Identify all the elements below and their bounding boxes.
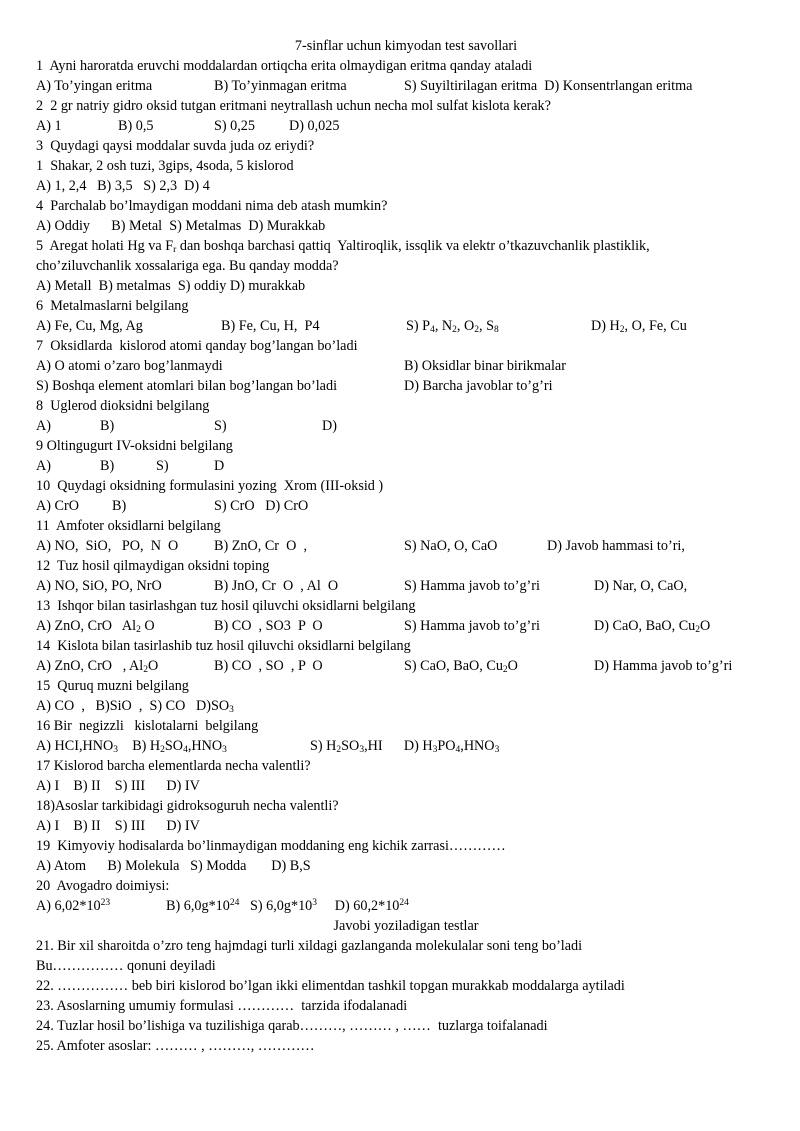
answer-option	[214, 116, 255, 136]
text-run: A) 1, 2,4 B) 3,5 S) 2,3 D) 4	[36, 178, 210, 194]
question-text	[36, 756, 776, 776]
subscript: 4	[183, 745, 188, 755]
answer-option	[36, 376, 337, 396]
text-run: S) NaO, O, CaO	[404, 538, 498, 554]
answer-option	[214, 536, 307, 556]
answer-options	[36, 736, 776, 756]
answer-option	[591, 316, 687, 336]
answer-option	[404, 576, 540, 596]
text-run: S) Hamma javob to’g’ri	[404, 578, 540, 594]
text-run: , O	[456, 318, 475, 334]
text-run: 24. Tuzlar hosil bo’lishiga va tuzilishiga qarab………, ……… , …… tuzlarga toifalanadi	[36, 1018, 548, 1034]
answer-options	[36, 896, 776, 916]
text-run: B)	[100, 458, 115, 474]
text-run: D) Nar, O, CaO,	[594, 578, 688, 594]
question-text	[36, 936, 776, 956]
text-run: A) I B) II S) III D) IV	[36, 818, 200, 834]
text-run: B) H	[118, 738, 161, 754]
subscript: 2	[160, 745, 165, 755]
subscript: 2	[136, 625, 141, 635]
answer-option	[214, 496, 308, 516]
answer-options	[36, 216, 776, 236]
answer-options	[36, 356, 776, 376]
text-run: 2 2 gr natriy gidro oksid tutgan eritmani neytrallash uchun necha mol sulfat kislota kerak?	[36, 98, 551, 114]
text-run: D)	[322, 418, 337, 434]
text-run: ,HNO	[460, 738, 495, 754]
answer-option	[214, 656, 323, 676]
answer-option	[310, 736, 499, 756]
text-run: O	[147, 658, 159, 674]
text-run: A)	[36, 418, 51, 434]
answer-options	[36, 76, 776, 96]
text-run: A) 6,02*10	[36, 898, 101, 914]
text-run: A) CrO	[36, 498, 79, 514]
question-text	[36, 1036, 776, 1056]
question-text	[36, 1016, 776, 1036]
answer-option	[156, 456, 169, 476]
answer-option	[36, 416, 51, 436]
text-run: PO	[437, 738, 456, 754]
text-run: A) NO, SiO, PO, N O	[36, 538, 179, 554]
question-text	[36, 256, 776, 276]
section-subtitle: Javobi yoziladigan testlar	[333, 918, 479, 934]
question-text	[36, 136, 776, 156]
subscript: 2	[619, 325, 625, 335]
answer-option	[594, 616, 710, 636]
question-text	[36, 156, 776, 176]
question-text	[36, 836, 776, 856]
answer-option	[214, 76, 347, 96]
question-text	[36, 716, 776, 736]
text-run: 16 Bir negizzli kislotalarni belgilang	[36, 718, 259, 734]
superscript: 24	[399, 898, 409, 908]
answer-options	[36, 456, 776, 476]
answer-options	[36, 656, 776, 676]
answer-option	[547, 536, 685, 556]
answer-option	[404, 656, 518, 676]
text-run: D) CaO, BaO, Cu	[594, 618, 696, 634]
text-run: D	[214, 458, 225, 474]
subscript: 2	[502, 665, 508, 675]
answer-options	[36, 376, 776, 396]
text-run: B) Fe, Cu, H, P4	[221, 318, 320, 334]
answer-option	[36, 576, 162, 596]
question-text	[36, 196, 776, 216]
text-run: B) CO , SO , P O	[214, 658, 323, 674]
subscript: 2	[474, 325, 479, 335]
answer-option	[166, 896, 409, 916]
answer-options	[36, 416, 776, 436]
answer-options	[36, 176, 776, 196]
text-run: A) I B) II S) III D) IV	[36, 778, 200, 794]
answer-options	[36, 276, 776, 296]
subscript: 3	[229, 705, 234, 715]
text-run: 19 Kimyoviy hodisalarda bo’linmaydigan moddaning eng kichik zarrasi…………	[36, 838, 506, 854]
answer-option	[100, 456, 114, 476]
question-list	[36, 56, 776, 1056]
text-run: 22. …………… beb biri kislorod bo’lgan ikki elimentdan tashkil topgan murakkab moddalarga aytiladi	[36, 978, 625, 994]
text-run: Bu…………… qonuni deyiladi	[36, 958, 216, 974]
answer-option	[36, 896, 110, 916]
text-run: S) H	[310, 738, 337, 754]
answer-options	[36, 696, 776, 716]
text-run: 1 Shakar, 2 osh tuzi, 3gips, 4soda, 5 kislorod	[36, 158, 294, 174]
text-run: 21. Bir xil sharoitda o’zro teng hajmdagi turli xildagi gazlanganda molekulalar soni teng bo’ladi	[36, 938, 583, 954]
question-text	[36, 436, 776, 456]
text-run: 1 Ayni haroratda eruvchi moddalardan ortiqcha erita olmaydigan eritma qanday ataladi	[36, 58, 533, 74]
text-run: D) Hamma javob to’g’ri	[594, 658, 733, 674]
text-run: A) Atom B) Molekula S) Modda D) B,S	[36, 858, 311, 874]
text-run: A) O atomi o’zaro bog’lanmaydi	[36, 358, 223, 374]
superscript: 24	[229, 898, 240, 908]
text-run: D) 0,025	[289, 118, 340, 134]
text-run: , O, Fe, Cu	[624, 318, 687, 334]
question-text	[36, 96, 776, 116]
answer-option	[36, 536, 178, 556]
answer-option	[594, 656, 732, 676]
text-run: O	[140, 618, 155, 634]
text-run: S) CrO D) CrO	[214, 498, 309, 514]
answer-option	[36, 456, 51, 476]
text-run: 9 Oltingugurt IV-oksidni belgilang	[36, 438, 233, 454]
text-run: 6 Metalmaslarni belgilang	[36, 298, 189, 314]
text-run: 3 Quydagi qaysi moddalar suvda juda oz eriydi?	[36, 138, 315, 154]
answer-option	[214, 616, 323, 636]
answer-option	[214, 416, 227, 436]
answer-option	[36, 616, 155, 636]
text-run: B) Oksidlar binar birikmalar	[404, 358, 566, 374]
subscript: 3	[113, 745, 118, 755]
text-run: ,HI D) H	[364, 738, 433, 754]
text-run: 10 Quydagi oksidning formulasini yozing Xrom (III-oksid )	[36, 478, 384, 494]
text-run: A) ZnO, CrO , Al	[36, 658, 144, 674]
text-run: 7 Oksidlarda kislorod atomi qanday bog’langan bo’ladi	[36, 338, 358, 354]
answer-options	[36, 616, 776, 636]
text-run: A) Metall B) metalmas S) oddiy D) murakkab	[36, 278, 306, 294]
text-run: 14 Kislota bilan tasirlashib tuz hosil qiluvchi oksidlarni belgilang	[36, 638, 411, 654]
subscript: 3	[432, 745, 438, 755]
answer-options	[36, 576, 776, 596]
answer-option	[404, 376, 553, 396]
answer-options	[36, 316, 776, 336]
text-run: 8 Uglerod dioksidni belgilang	[36, 398, 210, 414]
subscript: 3	[494, 745, 500, 755]
text-run: S) Hamma javob to’g’ri	[404, 618, 540, 634]
text-run: 4 Parchalab bo’lmaydigan moddani nima deb atash mumkin?	[36, 198, 388, 214]
text-run: B) JnO, Cr O , Al O	[214, 578, 339, 594]
text-run: O	[507, 658, 518, 674]
text-run: A) Fe, Cu, Mg, Ag	[36, 318, 143, 334]
text-run: SO	[341, 738, 360, 754]
text-run: A) NO, SiO, PO, NrO	[36, 578, 162, 594]
superscript: 3	[312, 898, 318, 908]
question-text	[36, 876, 776, 896]
text-run: A)	[36, 458, 51, 474]
text-run: S) 0,25	[214, 118, 255, 134]
text-run: S) P	[406, 318, 431, 334]
text-run: B) ZnO, Cr O ,	[214, 538, 308, 554]
question-text	[36, 596, 776, 616]
text-run: 13 Ishqor bilan tasirlashgan tuz hosil qiluvchi oksidlarni belgilang	[36, 598, 416, 614]
subscript: 3	[359, 745, 365, 755]
text-run: A) CO , B)SiO , S) CO D)SO	[36, 698, 230, 714]
answer-option	[221, 316, 320, 336]
text-run: S)	[214, 418, 227, 434]
question-text	[36, 976, 776, 996]
text-run: 5 Aregat holati Hg va F	[36, 238, 174, 254]
answer-option	[289, 116, 339, 136]
answer-options	[36, 116, 776, 136]
subscript: 4	[430, 325, 435, 335]
text-run: B) To’yinmagan eritma	[214, 78, 347, 94]
answer-options	[36, 856, 776, 876]
text-run: B) 0,5	[118, 118, 154, 134]
superscript: 23	[100, 898, 111, 908]
text-run: D) H	[591, 318, 620, 334]
subscript: 2	[336, 745, 342, 755]
answer-options	[36, 776, 776, 796]
question-text	[36, 996, 776, 1016]
question-text	[36, 676, 776, 696]
question-text	[36, 636, 776, 656]
subscript: 2	[695, 625, 701, 635]
answer-option	[36, 116, 62, 136]
subscript: 4	[455, 745, 461, 755]
text-run: 12 Tuz hosil qilmaydigan oksidni toping	[36, 558, 270, 574]
answer-option	[100, 416, 114, 436]
answer-option	[404, 616, 540, 636]
question-text	[36, 336, 776, 356]
text-run: 25. Amfoter asoslar: ……… , ………, …………	[36, 1038, 315, 1054]
text-run: SO	[164, 738, 184, 754]
text-run: 15 Quruq muzni belgilang	[36, 678, 189, 694]
text-run: 23. Asoslarning umumiy formulasi ………… tarzida ifodalanadi	[36, 998, 408, 1014]
text-run: B) CO , SO3 P O	[214, 618, 323, 634]
answer-option	[214, 576, 338, 596]
answer-option	[36, 356, 223, 376]
text-run: S) Boshqa element atomlari bilan bog’langan bo’ladi	[36, 378, 338, 394]
answer-option	[594, 576, 687, 596]
text-run: S)	[156, 458, 169, 474]
text-run: S) CaO, BaO, Cu	[404, 658, 503, 674]
text-run: A) Oddiy B) Metal S) Metalmas D) Murakkab	[36, 218, 326, 234]
text-run: 20 Avogadro doimiysi:	[36, 878, 170, 894]
answer-option	[404, 536, 497, 556]
question-text	[36, 476, 776, 496]
answer-option	[404, 76, 692, 96]
question-text	[36, 556, 776, 576]
question-text	[36, 396, 776, 416]
subscript: 3	[222, 745, 227, 755]
question-text	[36, 296, 776, 316]
text-run: 17 Kislorod barcha elementlarda necha valentli?	[36, 758, 311, 774]
subscript: 2	[143, 665, 148, 675]
test-document	[36, 36, 776, 1056]
text-run: D) Javob hammasi to’ri,	[547, 538, 685, 554]
answer-options	[36, 536, 776, 556]
text-run: B) 6,0g*10	[166, 898, 230, 914]
question-text	[36, 796, 776, 816]
text-run: S) Suyiltirilagan eritma D) Konsentrlangan eritma	[404, 78, 693, 94]
text-run: A) 1	[36, 118, 62, 134]
answer-option	[36, 656, 158, 676]
answer-options	[36, 496, 776, 516]
text-run: ,HNO	[187, 738, 223, 754]
answer-option	[404, 356, 566, 376]
text-run: dan boshqa barchasi qattiq Yaltiroqlik, issqlik va elektr o’tkazuvchanlik plastiklik,	[176, 238, 650, 254]
answer-option	[36, 496, 79, 516]
text-run: A) HCI,HNO	[36, 738, 114, 754]
question-text	[36, 516, 776, 536]
document-title: 7-sinflar uchun kimyodan test savollari	[294, 38, 518, 54]
answer-option	[36, 736, 227, 756]
text-run: B)	[100, 418, 115, 434]
text-run: 11 Amfoter oksidlarni belgilang	[36, 518, 221, 534]
text-run: A) ZnO, CrO Al	[36, 618, 137, 634]
text-run: B)	[112, 498, 127, 514]
text-run: cho’ziluvchanlik xossalariga ega. Bu qanday modda?	[36, 258, 339, 274]
answer-option	[36, 76, 152, 96]
answer-option	[36, 316, 143, 336]
text-run: D) Barcha javoblar to’g’ri	[404, 378, 553, 394]
subscript: 8	[493, 325, 499, 335]
text-run: A) To’yingan eritma	[36, 78, 153, 94]
question-text	[36, 236, 776, 256]
answer-option	[406, 316, 499, 336]
answer-options	[36, 816, 776, 836]
answer-option	[118, 116, 153, 136]
question-text	[36, 956, 776, 976]
text-run: 18)Asoslar tarkibidagi gidroksoguruh necha valentli?	[36, 798, 339, 814]
subscript: r	[173, 245, 177, 255]
subscript: 2	[452, 325, 457, 335]
answer-option	[112, 496, 126, 516]
answer-option	[322, 416, 337, 436]
text-run: , N	[434, 318, 453, 334]
text-run: S) 6,0g*10	[239, 898, 313, 914]
text-run: O	[700, 618, 711, 634]
question-text	[36, 56, 776, 76]
answer-option	[214, 456, 224, 476]
text-run: D) 60,2*10	[317, 898, 400, 914]
text-run: , S	[479, 318, 494, 334]
